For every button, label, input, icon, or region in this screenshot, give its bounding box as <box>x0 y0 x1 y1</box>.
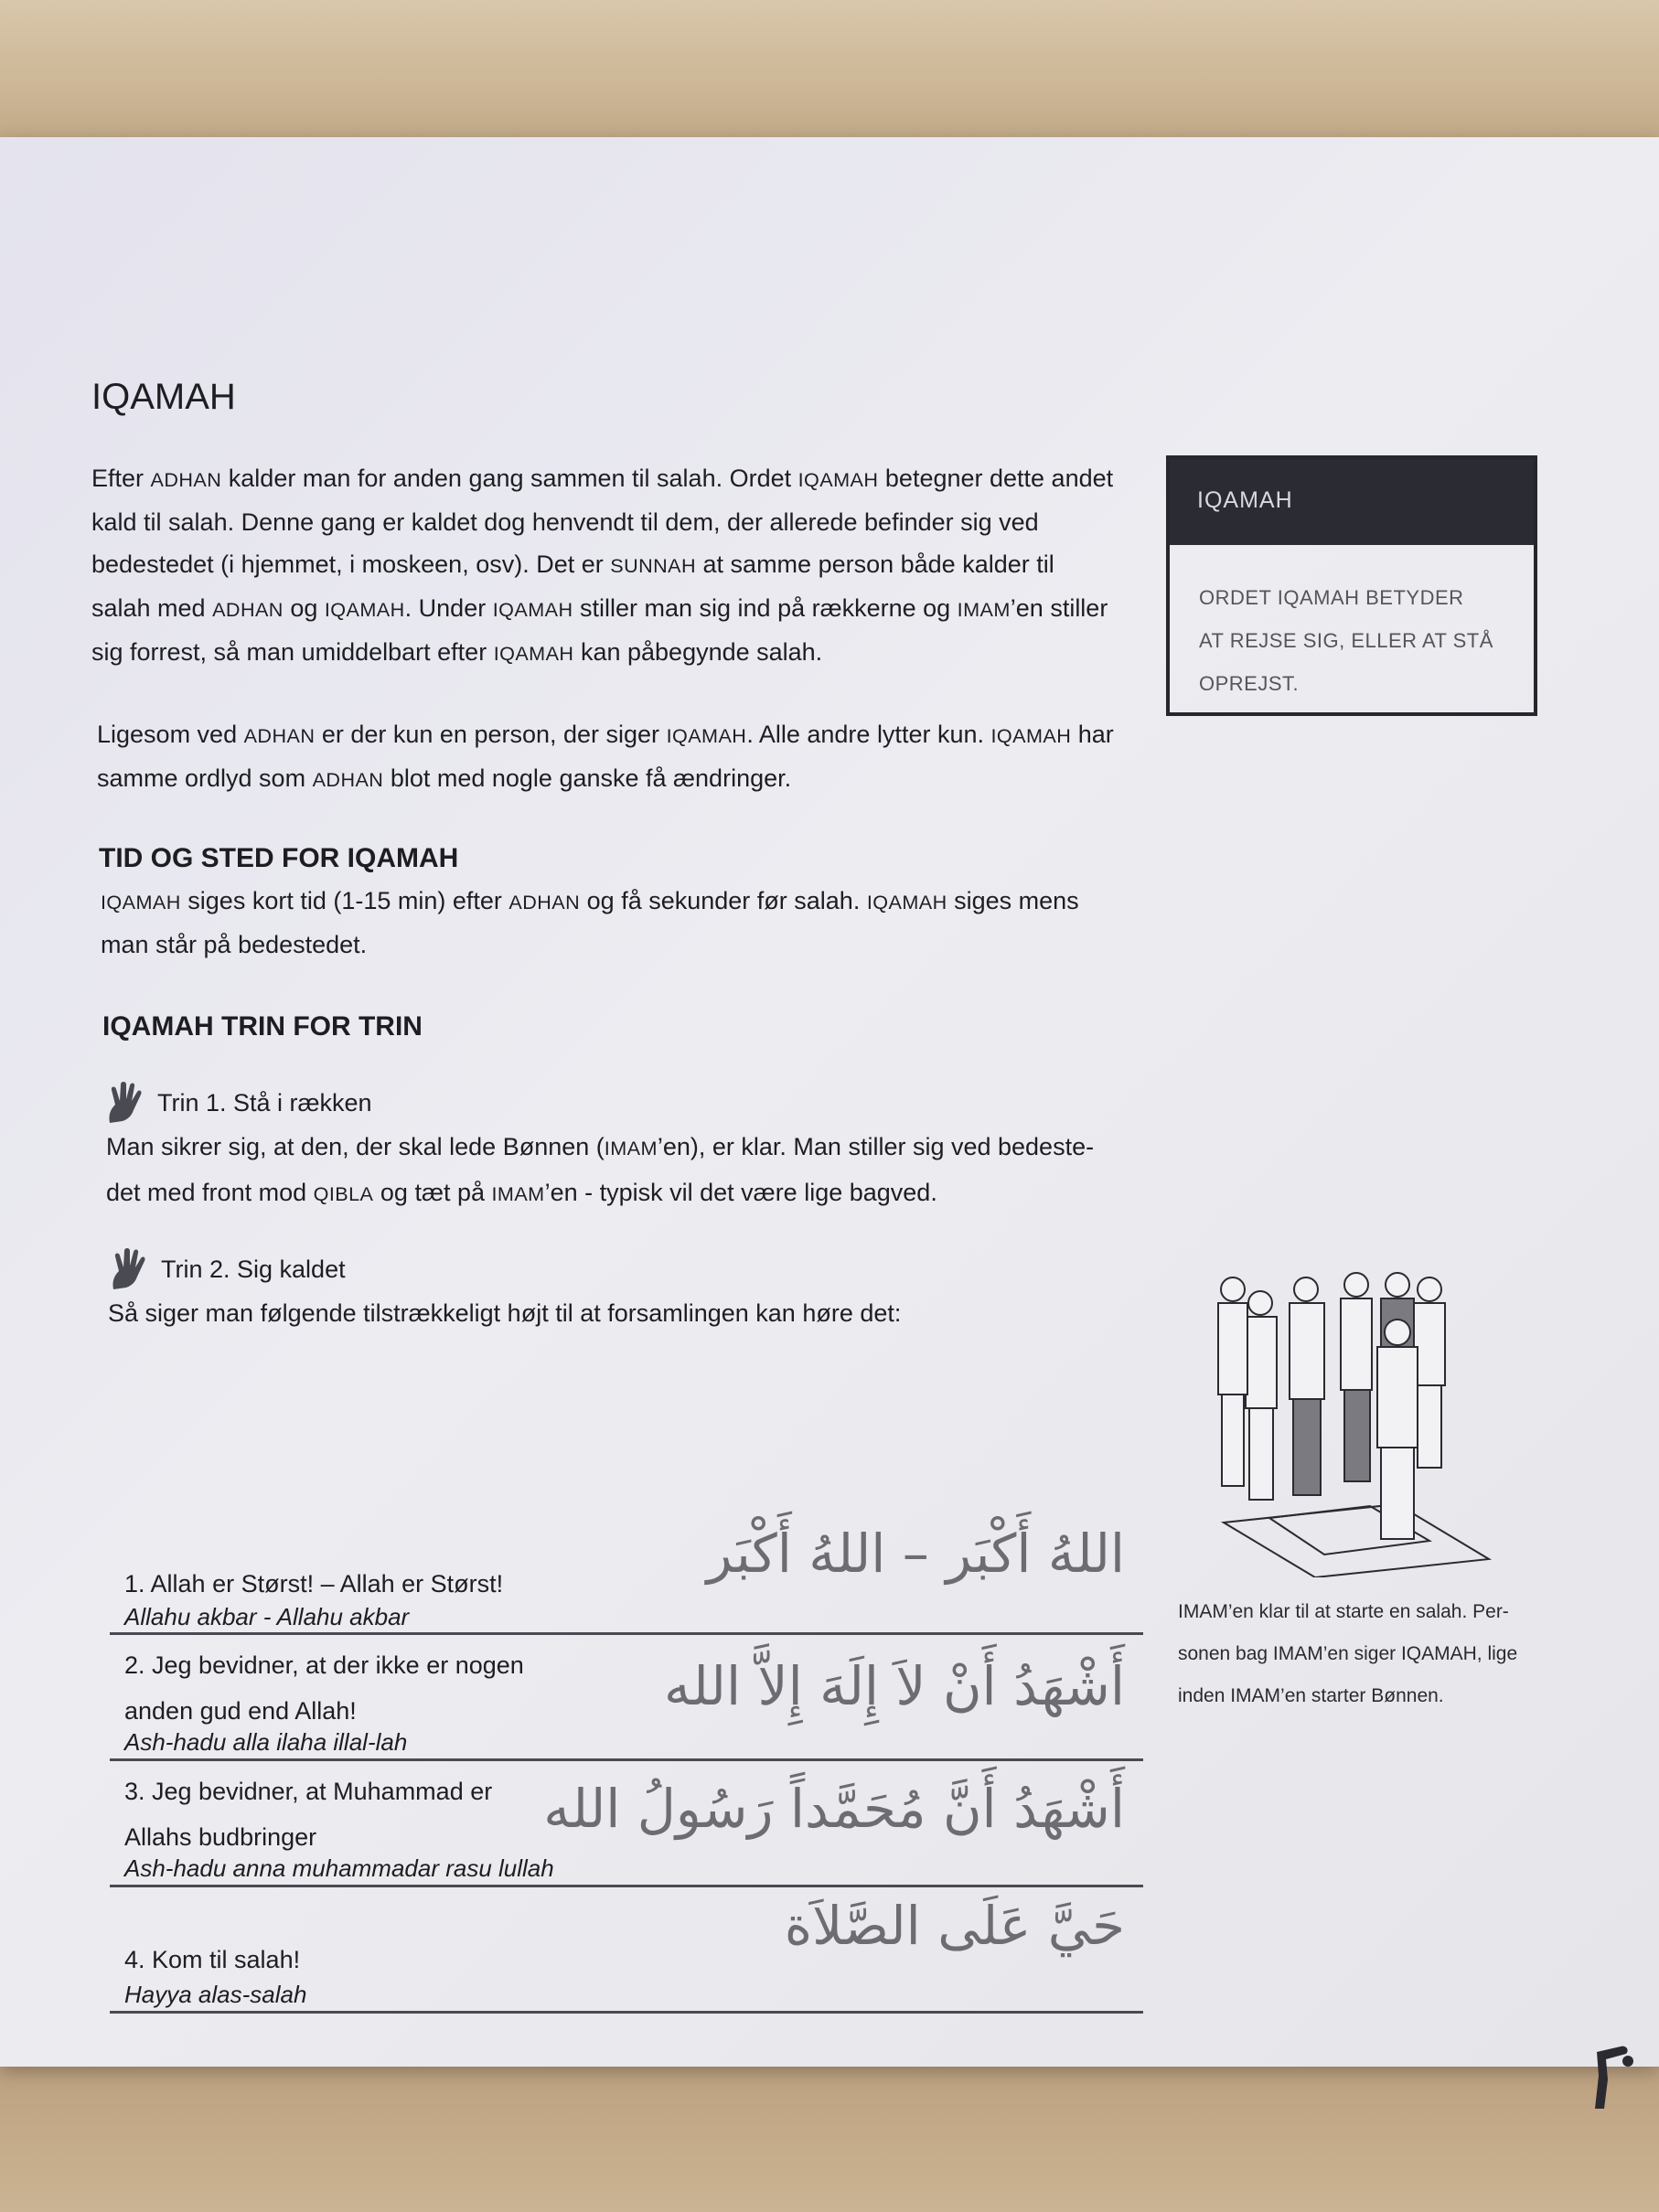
step-1-heading: Trin 1. Stå i rækken <box>102 1079 372 1127</box>
steps-heading: IQAMAH TRIN FOR TRIN <box>102 1011 423 1042</box>
hand-icon <box>106 1245 154 1293</box>
time-place-heading: TID OG STED FOR IQAMAH <box>99 843 459 873</box>
table-surface-bottom <box>0 2057 1659 2212</box>
prayer-translation-cont: anden gud end Allah! <box>124 1697 357 1725</box>
prayer-arabic: أَشْهَدُ أَنَّ مُحَمَّداً رَسُولُ الله <box>543 1778 1125 1840</box>
prayer-transliteration: Ash-hadu alla ilaha illal-lah <box>124 1728 408 1756</box>
prayer-transliteration: Ash-hadu anna muhammadar rasu lullah <box>124 1854 554 1882</box>
step-2-heading: Trin 2. Sig kaldet <box>106 1245 346 1293</box>
prayer-translation-cont: Allahs budbringer <box>124 1823 317 1851</box>
prayer-translation: 2. Jeg bevidner, at der ikke er nogen <box>124 1651 524 1679</box>
prayer-translation: 3. Jeg bevidner, at Muhammad er <box>124 1778 493 1805</box>
step-1-text: Man sikrer sig, at den, der skal lede Bønnen (IMAM’en), er klar. Man stiller sig ved bedeste-det med front mod QIBLA og tæt på IMAM’en - typisk vil det være lige bagved. <box>106 1133 1095 1206</box>
definition-box-body: ORDET IQAMAH BETYDER AT REJSE SIG, ELLER AT STÅ OPREJST. <box>1199 586 1493 695</box>
prayer-transliteration: Allahu akbar - Allahu akbar <box>124 1603 410 1630</box>
hand-icon <box>102 1079 150 1127</box>
prayer-row <box>110 1635 1143 1761</box>
time-place-paragraph: IQAMAH siges kort tid (1-15 min) efter ADHAN og få sekunder før salah. IQAMAH siges mens man står på bedestedet. <box>101 887 1079 958</box>
prayer-translation: 1. Allah er Størst! – Allah er Størst! <box>124 1570 504 1598</box>
bowing-figure-icon <box>1589 2039 1635 2112</box>
table-surface-top <box>0 0 1659 155</box>
prayer-arabic: أَشْهَدُ أَنْ لاَ إِلَهَ إِلاَّ الله <box>663 1655 1125 1717</box>
intro-paragraph-2: Ligesom ved ADHAN er der kun en person, der siger IQAMAH. Alle andre lytter kun. IQAMAH har samme ordlyd som ADHAN blot med nogle ganske få ændringer. <box>97 721 1114 792</box>
prayer-row <box>110 1513 1143 1635</box>
step-2-text: Så siger man følgende tilstrækkeligt højt til at forsamlingen kan høre det: <box>108 1299 902 1327</box>
prayer-translation: 4. Kom til salah! <box>124 1946 301 1973</box>
book-page <box>0 137 1659 2067</box>
prayer-arabic: اللهُ أَكْبَر – اللهُ أَكْبَر <box>706 1523 1125 1585</box>
prayer-row <box>110 1887 1143 2014</box>
illustration-caption: IMAM’en klar til at starte en salah. Per-sonen bag IMAM’en siger IQAMAH, lige inden IMAM’en starter Bønnen. <box>1178 1601 1518 1706</box>
prayer-row <box>110 1761 1143 1887</box>
page-title: IQAMAH <box>91 377 236 417</box>
intro-paragraph-1: Efter ADHAN kalder man for anden gang sammen til salah. Ordet IQAMAH betegner dette andet kald til salah. Denne gang er kaldet dog henvendt til dem, der allerede befinder sig ved bedestedet (i hjemmet, i moskeen, osv). Det er SUNNAH at samme person både kalder til salah med ADHAN og IQAMAH. Under IQAMAH stiller man sig ind på rækkerne og IMAM’en stiller sig forrest, så man umiddelbart efter IQAMAH kan påbegynde salah. <box>91 465 1114 666</box>
prayer-rows-illustration <box>1205 1257 1498 1577</box>
prayer-list <box>110 1513 1143 2014</box>
definition-box <box>1166 455 1537 716</box>
prayer-transliteration: Hayya alas-salah <box>124 1981 307 2008</box>
definition-box-title: IQAMAH <box>1170 459 1534 545</box>
prayer-arabic: حَيَّ عَلَى الصَّلاَة <box>784 1895 1125 1957</box>
